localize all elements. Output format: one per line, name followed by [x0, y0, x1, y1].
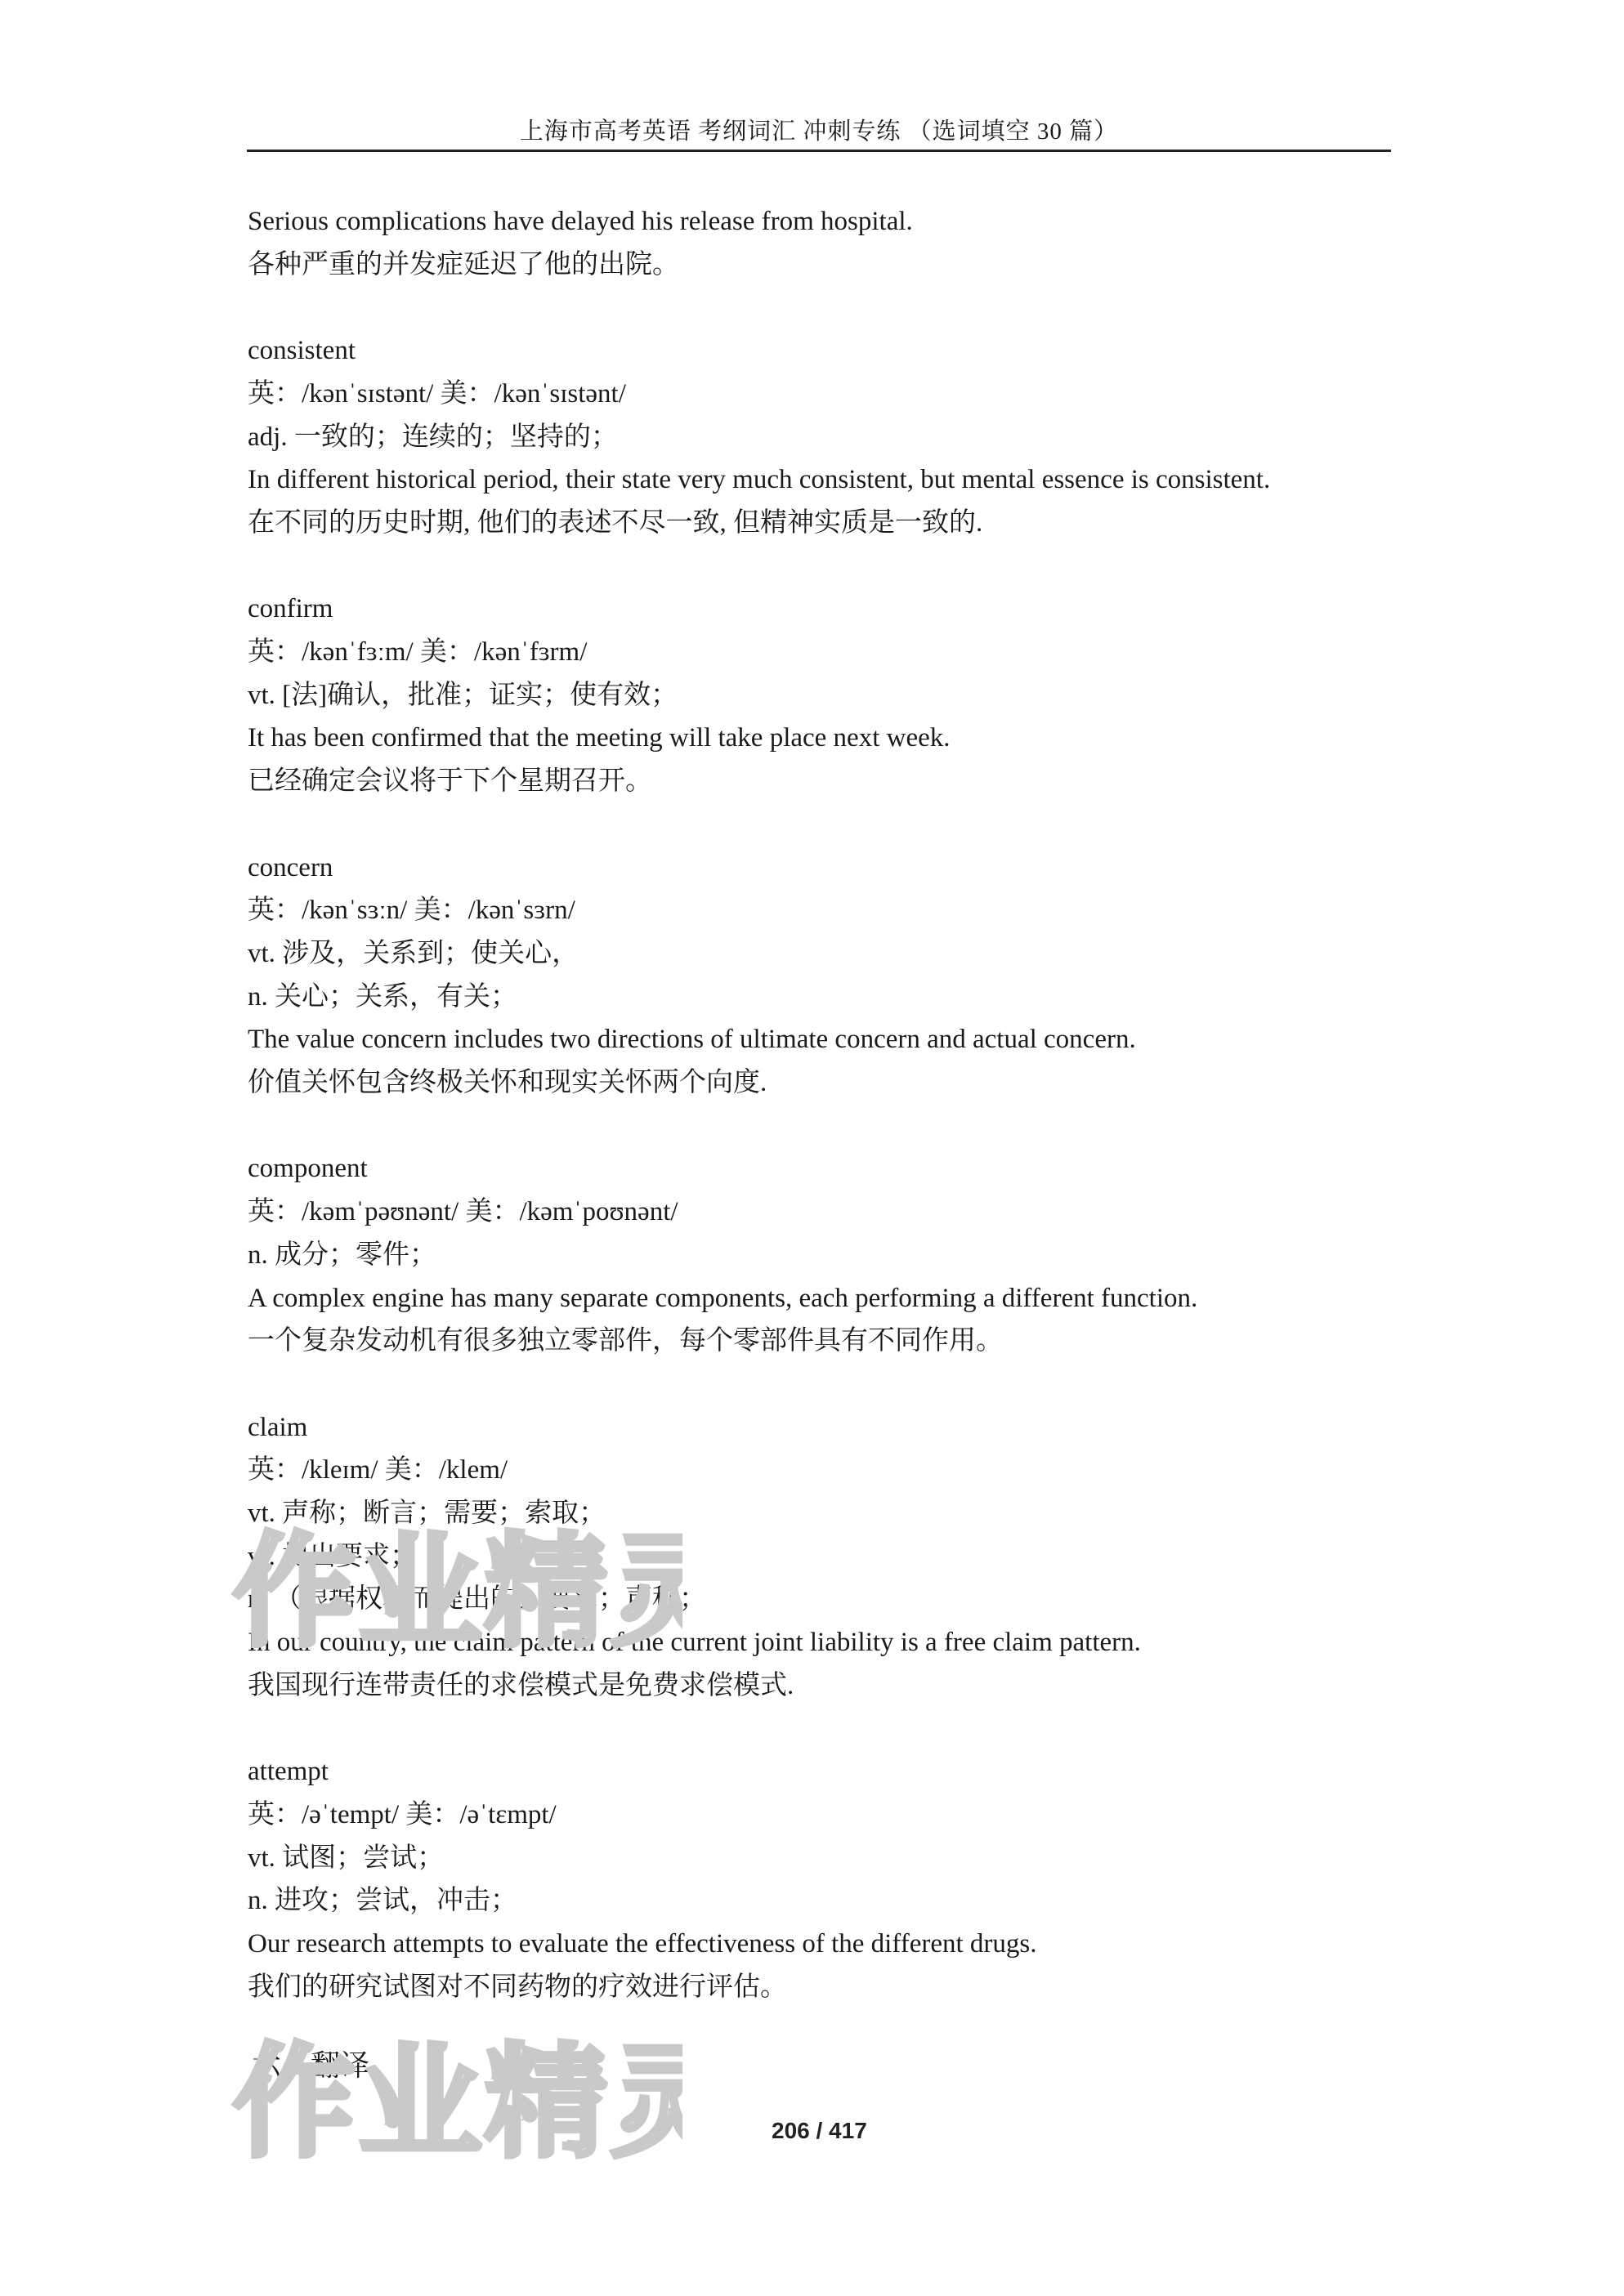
header-divider: [247, 150, 1391, 152]
vocab-meaning: vi. 提出要求；: [248, 1541, 418, 1571]
page-number: 206 / 417: [772, 2118, 867, 2143]
vocab-entry-claim: [248, 1406, 1408, 1708]
vocab-entry-attempt: [248, 1750, 1408, 2008]
vocab-example-zh: 我国现行连带责任的求偿模式是免费求偿模式.: [248, 1670, 794, 1700]
vocab-phonetic: 英：/kənˈfɜːm/ 美：/kənˈfɜrm/: [248, 637, 588, 667]
section-heading: 六、翻译: [252, 2049, 370, 2082]
vocab-example-zh: 已经确定会议将于下个星期召开。: [248, 766, 652, 797]
vocab-meaning: adj. 一致的；连续的；坚持的；: [248, 422, 618, 452]
vocab-example-zh: 在不同的历史时期, 他们的表述不尽一致, 但精神实质是一致的.: [248, 507, 983, 538]
vocab-word: attempt: [248, 1757, 329, 1787]
svg-text:作业精灵: 作业精灵: [233, 1521, 682, 1659]
vocab-phonetic: 英：/kəmˈpəʊnənt/ 美：/kəmˈpoʊnənt/: [248, 1197, 678, 1227]
vocab-meaning: vt. 涉及，关系到；使关心，: [248, 938, 579, 968]
vocab-meaning: n. 关心；关系，有关；: [248, 981, 517, 1012]
vocab-meaning: vt. [法]确认，批准；证实；使有效；: [248, 680, 678, 710]
vocab-example-en: In different historical period, their state very much consistent, but mental essence is consistent.: [248, 465, 1271, 495]
vocabulary-content: [248, 200, 1408, 2008]
vocab-meaning: n. （根据权利而提出的）要求；声称；: [248, 1584, 706, 1615]
vocab-phonetic: 英：/kleɪm/ 美：/klem/: [248, 1455, 508, 1485]
intro-example-zh: 各种严重的并发症延迟了他的出院。: [248, 249, 679, 279]
vocab-example-en: In our country, the claim pattern of the current joint liability is a free claim pattern.: [248, 1628, 1141, 1658]
vocab-example-en: Our research attempts to evaluate the effectiveness of the different drugs.: [248, 1929, 1037, 1959]
vocab-entry-confirm: [248, 587, 1408, 803]
vocab-word: confirm: [248, 594, 333, 624]
vocab-example-zh: 价值关怀包含终极关怀和现实关怀两个向度.: [248, 1068, 767, 1098]
svg-text:作业精灵: 作业精灵: [233, 2032, 682, 2169]
vocab-entry-component: [248, 1147, 1408, 1363]
vocab-example-zh: 一个复杂发动机有很多独立零部件，每个零部件具有不同作用。: [248, 1326, 1003, 1356]
vocab-word: concern: [248, 852, 333, 882]
vocab-meaning: n. 成分；零件；: [248, 1240, 436, 1270]
vocab-example-en: The value concern includes two directions of ultimate concern and actual concern.: [248, 1025, 1136, 1055]
vocab-example-zh: 我们的研究试图对不同药物的疗效进行评估。: [248, 1972, 787, 2002]
vocab-word: component: [248, 1154, 368, 1184]
vocab-entry-consistent: [248, 329, 1408, 545]
vocab-meaning: n. 进攻；尝试，冲击；: [248, 1886, 517, 1916]
vocab-example-en: A complex engine has many separate components, each performing a different function.: [248, 1283, 1198, 1313]
vocab-phonetic: 英：/kənˈsɪstənt/ 美：/kənˈsɪstənt/: [248, 378, 626, 409]
vocab-phonetic: 英：/kənˈsɜːn/ 美：/kənˈsɜrn/: [248, 896, 575, 926]
vocab-word: claim: [248, 1412, 308, 1442]
vocab-phonetic: 英：/əˈtempt/ 美：/əˈtɛmpt/: [248, 1799, 557, 1829]
vocab-word: consistent: [248, 336, 356, 366]
vocab-meaning: vt. 试图；尝试；: [248, 1843, 445, 1873]
vocab-example-en: It has been confirmed that the meeting will take place next week.: [248, 723, 951, 753]
watermark-logo: [225, 2014, 682, 2169]
vocab-entry-concern: [248, 846, 1408, 1105]
intro-example-en: Serious complications have delayed his release from hospital.: [248, 207, 913, 236]
page-header: 上海市高考英语 考纲词汇 冲刺专练 （选词填空 30 篇）: [519, 118, 1119, 145]
vocab-meaning: vt. 声称；断言；需要；索取；: [248, 1499, 606, 1529]
